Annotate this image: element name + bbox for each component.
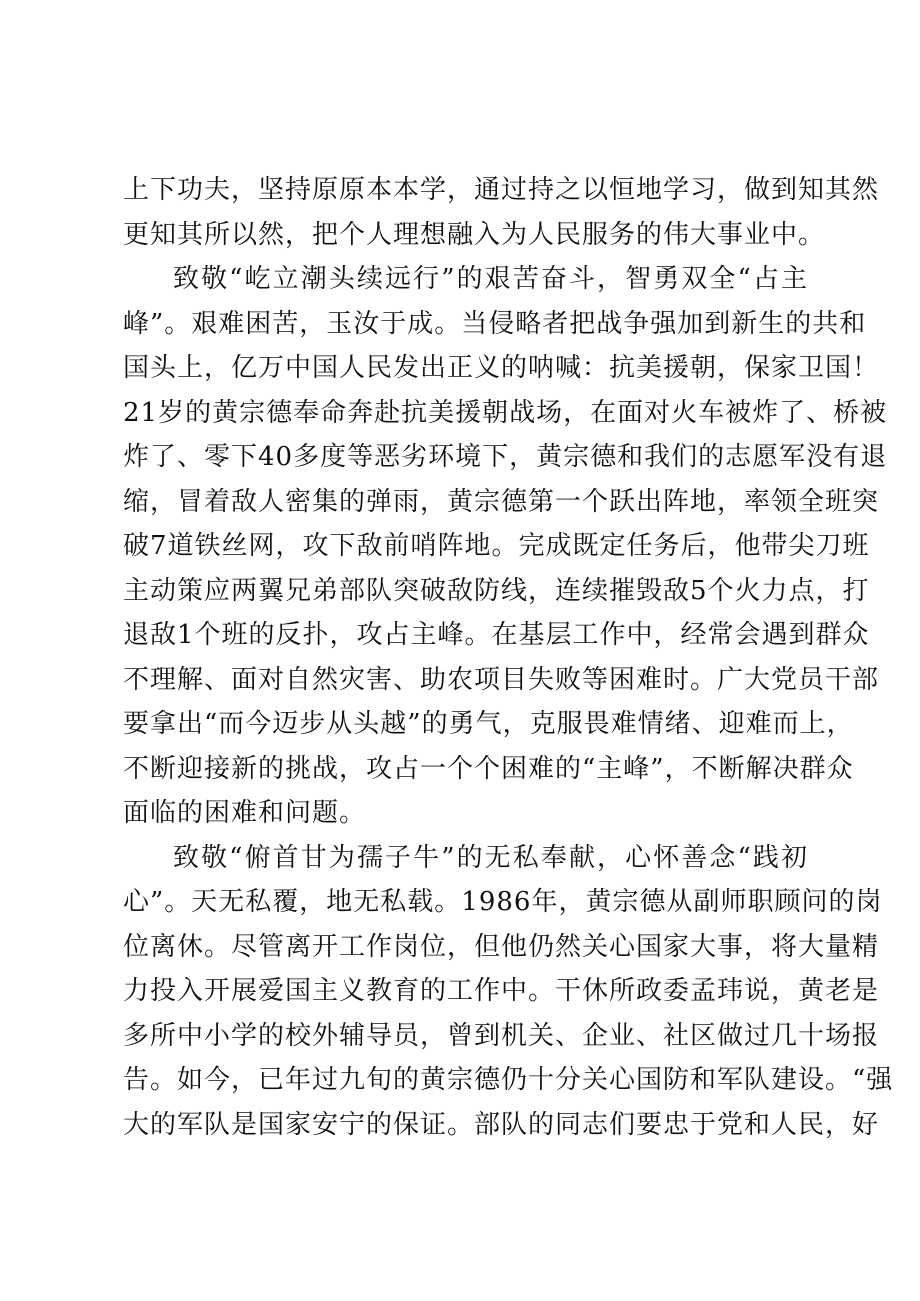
paragraph-line: 不断迎接新的挑战，攻占一个个困难的“主峰”，不断解决群众 xyxy=(123,753,854,784)
paragraph-line: 告。如今，已年过九旬的黄宗德仍十分关心国防和军队建设。“强 xyxy=(123,1065,894,1095)
paragraph-line: 退敌1个班的反扑，攻占主峰。在基层工作中，经常会遇到群众 xyxy=(123,620,870,650)
paragraph-line: 大的军队是国家安宁的保证。部队的同志们要忠于党和人民，好 xyxy=(123,1109,880,1140)
paragraph-line: 面临的困难和问题。 xyxy=(123,798,367,828)
paragraph-line: 21岁的黄宗德奉命奔赴抗美援朝战场，在面对火车被炸了、桥被 xyxy=(123,397,888,428)
paragraph-line: 峰”。艰难困苦，玉汝于成。当侵略者把战争强加到新生的共和 xyxy=(123,308,867,339)
paragraph-line: 多所中小学的校外辅导员，曾到机关、企业、社区做过几十场报 xyxy=(123,1020,880,1051)
paragraph-line: 上下功夫，坚持原原本本学，通过持之以恒地学习，做到知其然 xyxy=(123,175,880,205)
body-text xyxy=(123,168,894,1147)
paragraph-line: 要拿出“而今迈步从头越”的勇气，克服畏难情绪、迎难而上， xyxy=(123,709,854,739)
paragraph-line: 致敬“屹立潮头续远行”的艰苦奋斗，智勇双全“占主 xyxy=(173,264,808,294)
paragraph-line: 破7道铁丝网，攻下敌前哨阵地。完成既定任务后，他带尖刀班 xyxy=(123,531,870,561)
paragraph-line: 国头上，亿万中国人民发出正义的呐喊：抗美援朝，保家卫国！ xyxy=(123,353,880,383)
paragraph-line: 炸了、零下40多度等恶劣环境下，黄宗德和我们的志愿军没有退 xyxy=(123,442,888,472)
paragraph-line: 更知其所以然，把个人理想融入为人民服务的伟大事业中。 xyxy=(123,219,826,250)
paragraph-line: 不理解、面对自然灾害、助农项目失败等困难时。广大党员干部 xyxy=(123,664,880,695)
paragraph-line: 力投入开展爱国主义教育的工作中。干休所政委孟玮说，黄老是 xyxy=(123,976,880,1006)
paragraph-line: 心”。天无私覆，地无私载。1986年，黄宗德从副师职顾问的岗 xyxy=(123,887,883,917)
paragraph-line: 致敬“俯首甘为孺子牛”的无私奉献，心怀善念“践初 xyxy=(173,842,808,873)
paragraph-line: 位离休。尽管离开工作岗位，但他仍然关心国家大事，将大量精 xyxy=(123,931,880,962)
paragraph-line: 主动策应两翼兄弟部队突破敌防线，连续摧毁敌5个火力点，打 xyxy=(123,575,870,606)
paragraph-line: 缩，冒着敌人密集的弹雨，黄宗德第一个跃出阵地，率领全班突 xyxy=(123,486,880,517)
